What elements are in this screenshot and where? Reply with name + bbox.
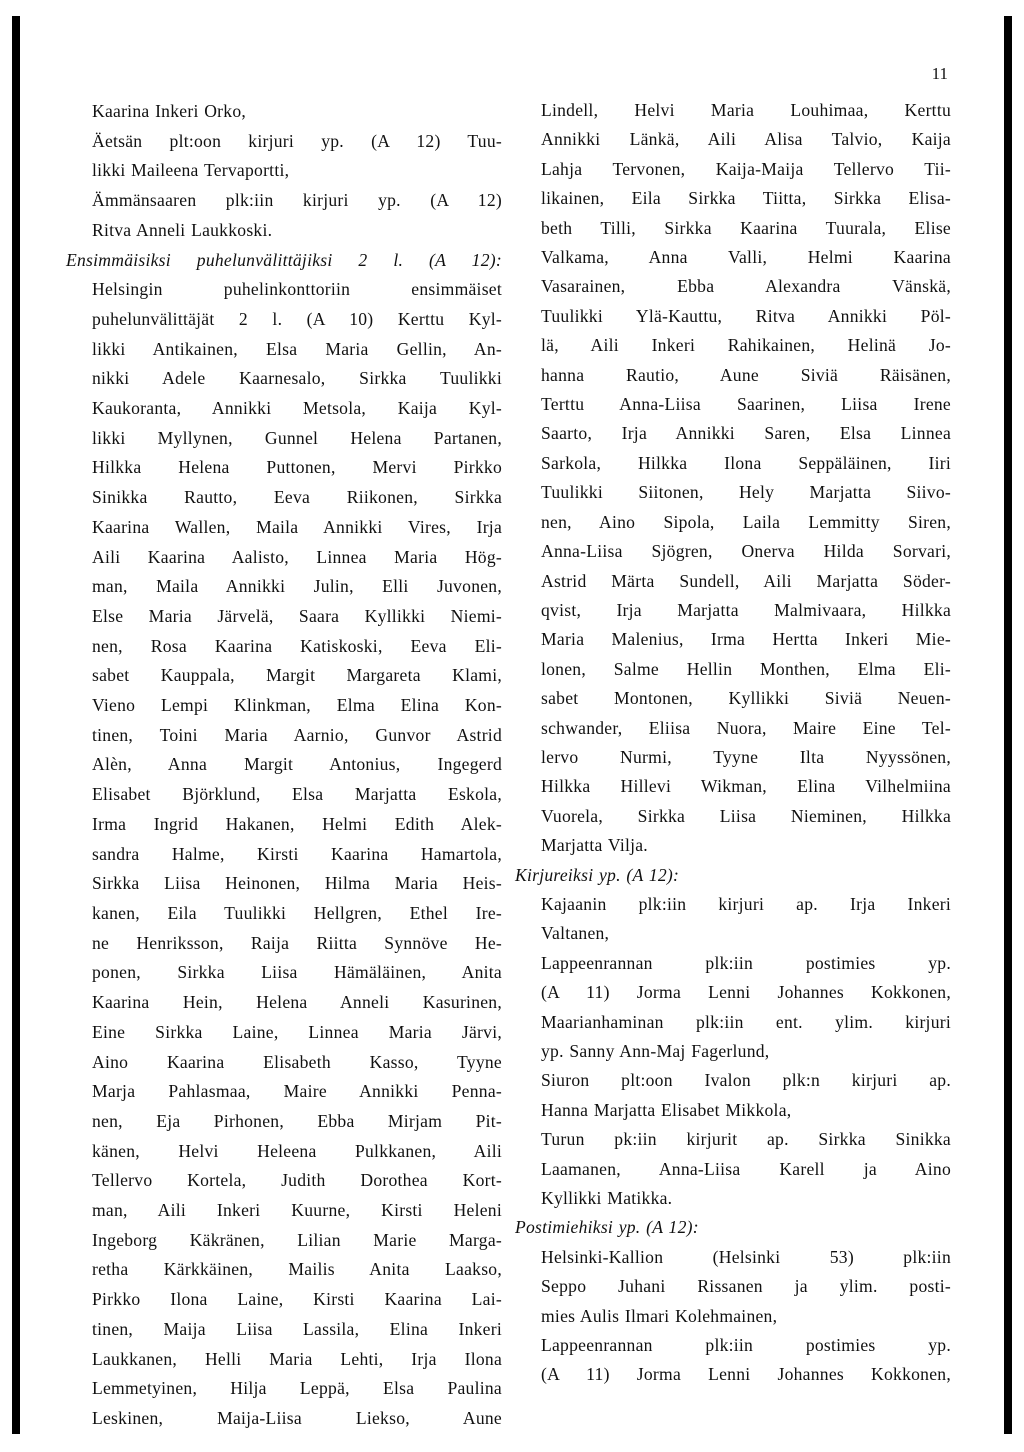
text-line: likki Maileena Tervaportti,	[92, 160, 290, 181]
text-line: likki Antikainen, Elsa Maria Gellin, An-	[92, 338, 502, 359]
text-line: Kaarina Wallen, Maila Annikki Vires, Irja	[92, 516, 502, 537]
text-line: Sinikka Rautto, Eeva Riikonen, Sirkka	[92, 487, 502, 508]
text-line: nikki Adele Kaarnesalo, Sirkka Tuulikki	[92, 368, 502, 389]
text-line: lonen, Salme Hellin Monthen, Elma Eli-	[541, 658, 951, 679]
text-line: ne Henriksson, Raija Riitta Synnöve He-	[92, 932, 502, 953]
section-heading: Postimiehiksi yp. (A 12):	[515, 1217, 699, 1238]
text-line: Elisabet Björklund, Elsa Marjatta Eskola,	[92, 784, 502, 805]
text-line: beth Tilli, Sirkka Kaarina Tuurala, Elise	[541, 217, 951, 238]
text-line: Marja Pahlasmaa, Maire Annikki Penna-	[92, 1081, 502, 1102]
text-line: Marjatta Vilja.	[541, 835, 648, 856]
text-line: retha Kärkkäinen, Mailis Anita Laakso,	[92, 1259, 502, 1280]
text-line: känen, Helvi Heleena Pulkkanen, Aili	[92, 1140, 502, 1161]
scan-edge-right	[1004, 16, 1012, 1434]
text-line: Lahja Tervonen, Kaija-Maija Tellervo Tii-	[541, 158, 951, 179]
text-line: yp. Sanny Ann-Maj Fagerlund,	[541, 1041, 770, 1061]
text-line: Tuulikki Siitonen, Hely Marjatta Siivo-	[541, 482, 951, 503]
text-line: qvist, Irja Marjatta Malmivaara, Hilkka	[541, 599, 951, 620]
text-line: Alèn, Anna Margit Antonius, Ingegerd	[92, 754, 502, 775]
text-line: mies Aulis Ilmari Kolehmainen,	[541, 1305, 778, 1326]
text-line: ponen, Sirkka Liisa Hämäläinen, Anita	[92, 962, 502, 983]
text-line: schwander, Eliisa Nuora, Maire Eine Tel-	[541, 717, 951, 738]
section-heading: Ensimmäisiksi puhelunvälittäjiksi 2 l. (A 12):	[66, 249, 502, 270]
text-line: Pirkko Ilona Laine, Kirsti Kaarina Lai-	[92, 1289, 502, 1310]
text-line: Laamanen, Anna-Liisa Karell ja Aino	[541, 1158, 951, 1179]
text-line: hanna Rautio, Aune Siviä Räisänen,	[541, 364, 951, 385]
text-line: lä, Aili Inkeri Rahikainen, Helinä Jo-	[541, 335, 951, 356]
text-line: Kajaanin plk:iin kirjuri ap. Irja Inkeri	[541, 893, 951, 914]
text-line: Irma Ingrid Hakanen, Helmi Edith Alek-	[92, 813, 502, 834]
text-line: Aino Kaarina Elisabeth Kasso, Tyyne	[92, 1051, 502, 1072]
text-line: Maarianhaminan plk:iin ent. ylim. kirjuri	[541, 1011, 951, 1032]
text-line: likainen, Eila Sirkka Tiitta, Sirkka Elisa-	[541, 188, 951, 209]
text-line: kanen, Eila Tuulikki Hellgren, Ethel Ire-	[92, 902, 502, 923]
text-line: Anna-Liisa Sjögren, Onerva Hilda Sorvari,	[541, 541, 951, 562]
scan-edge-left	[12, 16, 20, 1434]
text-line: man, Aili Inkeri Kuurne, Kirsti Heleni	[92, 1200, 502, 1221]
text-line: Lappeenrannan plk:iin postimies yp.	[541, 1335, 951, 1356]
section-heading: Kirjureiksi yp. (A 12):	[515, 864, 680, 885]
text-line: (A 11) Jorma Lenni Johannes Kokkonen,	[541, 982, 951, 1003]
text-line: Siuron plt:oon Ivalon plk:n kirjuri ap.	[541, 1070, 951, 1091]
text-line: Leskinen, Maija-Liisa Liekso, Aune	[92, 1407, 502, 1428]
text-line: Sarkola, Hilkka Ilona Seppäläinen, Iiri	[541, 452, 951, 473]
text-line: Seppo Juhani Rissanen ja ylim. posti-	[541, 1276, 951, 1297]
text-line: Hilkka Hillevi Wikman, Elina Vilhelmiina	[541, 776, 951, 797]
text-line: Helsinki-Kallion (Helsinki 53) plk:iin	[541, 1246, 951, 1267]
text-line: sandra Halme, Kirsti Kaarina Hamartola,	[92, 843, 502, 864]
text-line: Astrid Märta Sundell, Aili Marjatta Söder-	[541, 570, 951, 591]
text-line: Kyllikki Matikka.	[541, 1188, 673, 1209]
text-line: Lappeenrannan plk:iin postimies yp.	[541, 952, 951, 973]
text-line: Lemmetyinen, Hilja Leppä, Elsa Paulina	[92, 1378, 502, 1399]
page-number: 11	[931, 64, 948, 83]
text-line: Hilkka Helena Puttonen, Mervi Pirkko	[92, 457, 502, 478]
text-line: Vieno Lempi Klinkman, Elma Elina Kon-	[92, 695, 502, 716]
text-line: nen, Aino Sipola, Laila Lemmitty Siren,	[541, 511, 951, 532]
text-line: nen, Rosa Kaarina Katiskoski, Eeva Eli-	[92, 635, 502, 656]
text-line: Helsingin puhelinkonttoriin ensimmäiset	[92, 279, 502, 300]
text-line: sabet Kauppala, Margit Margareta Klami,	[92, 665, 502, 686]
text-line: Else Maria Järvelä, Saara Kyllikki Niemi-	[92, 605, 502, 626]
text-line: tinen, Maija Liisa Lassila, Elina Inkeri	[92, 1318, 502, 1339]
text-line: sabet Montonen, Kyllikki Siviä Neuen-	[541, 688, 951, 709]
text-line: Turun pk:iin kirjurit ap. Sirkka Sinikka	[541, 1129, 951, 1150]
text-line: Annikki Länkä, Aili Alisa Talvio, Kaija	[541, 129, 951, 150]
text-line: likki Myllynen, Gunnel Helena Partanen,	[92, 427, 502, 448]
text-line: Valkama, Anna Valli, Helmi Kaarina	[541, 247, 951, 268]
text-line: (A 11) Jorma Lenni Johannes Kokkonen,	[541, 1364, 951, 1385]
text-line: Saarto, Irja Annikki Saren, Elsa Linnea	[541, 423, 951, 444]
text-line: Sirkka Liisa Heinonen, Hilma Maria Heis-	[92, 873, 502, 894]
text-line: lervo Nurmi, Tyyne Ilta Nyyssönen,	[541, 746, 951, 767]
text-line: Laukkanen, Helli Maria Lehti, Irja Ilona	[92, 1348, 502, 1369]
text-line: Ritva Anneli Laukkoski.	[92, 219, 273, 240]
text-line: puhelunvälittäjät 2 l. (A 10) Kerttu Kyl-	[92, 308, 502, 329]
text-line: Terttu Anna-Liisa Saarinen, Liisa Irene	[541, 394, 951, 415]
text-line: Ämmänsaaren plk:iin kirjuri yp. (A 12)	[92, 190, 502, 211]
text-line: Vuorela, Sirkka Liisa Nieminen, Hilkka	[541, 805, 951, 826]
text-line: Tellervo Kortela, Judith Dorothea Kort-	[92, 1170, 502, 1191]
text-line: Äetsän plt:oon kirjuri yp. (A 12) Tuu-	[92, 130, 502, 151]
text-line: Hanna Marjatta Elisabet Mikkola,	[541, 1099, 792, 1120]
right-column	[515, 96, 951, 1390]
text-line: tinen, Toini Maria Aarnio, Gunvor Astrid	[92, 724, 502, 745]
text-line: Maria Malenius, Irma Hertta Inkeri Mie-	[541, 629, 951, 650]
text-line: Lindell, Helvi Maria Louhimaa, Kerttu	[541, 100, 951, 120]
text-line: Kaukoranta, Annikki Metsola, Kaija Kyl-	[92, 398, 502, 419]
text-line: Tuulikki Ylä-Kauttu, Ritva Annikki Pöl-	[541, 305, 951, 326]
text-line: Kaarina Hein, Helena Anneli Kasurinen,	[92, 992, 502, 1013]
text-line: Kaarina Inkeri Orko,	[92, 101, 247, 121]
text-line: Vasarainen, Ebba Alexandra Vänskä,	[541, 276, 951, 297]
text-line: Eine Sirkka Laine, Linnea Maria Järvi,	[92, 1021, 502, 1042]
left-column	[66, 97, 502, 1434]
text-line: Valtanen,	[541, 923, 610, 944]
text-line: man, Maila Annikki Julin, Elli Juvonen,	[92, 576, 502, 597]
text-line: Ingeborg Käkränen, Lilian Marie Marga-	[92, 1229, 502, 1250]
text-line: nen, Eja Pirhonen, Ebba Mirjam Pit-	[92, 1110, 502, 1131]
text-line: Aili Kaarina Aalisto, Linnea Maria Hög-	[92, 546, 502, 567]
